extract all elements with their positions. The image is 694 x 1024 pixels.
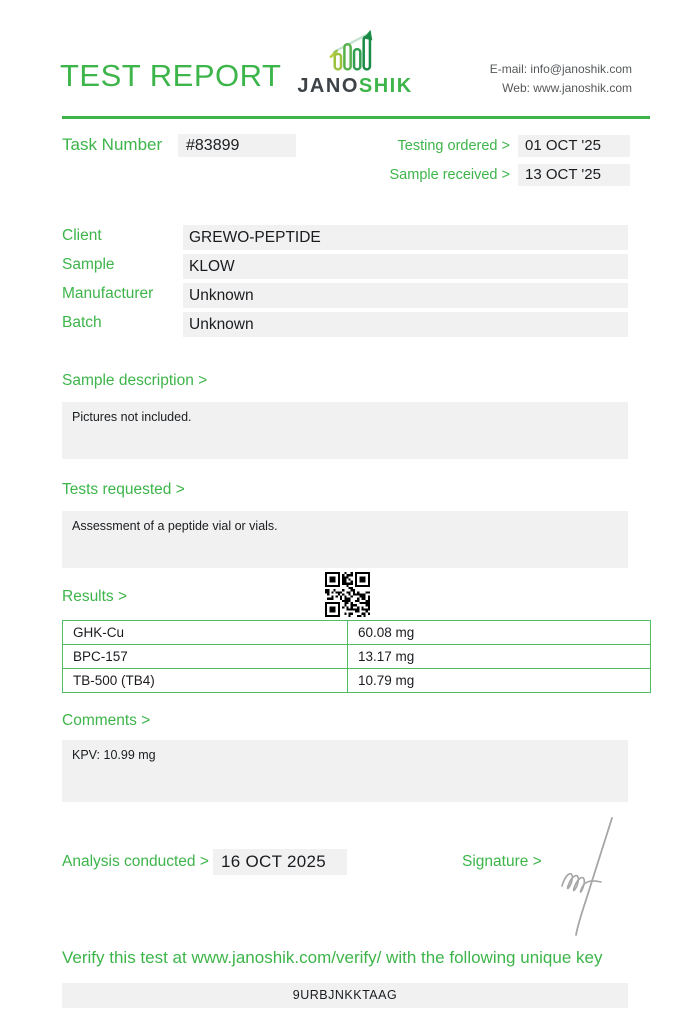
unique-key-value: 9URBJNKKTAAG <box>62 983 628 1008</box>
page-title: TEST REPORT <box>60 58 282 93</box>
testing-ordered-value: 01 OCT '25 <box>518 135 630 157</box>
signature-label: Signature > <box>462 853 542 870</box>
client-label: Client <box>62 227 102 244</box>
batch-value: Unknown <box>183 312 628 337</box>
analysis-conducted-label: Analysis conducted > <box>62 853 209 870</box>
manufacturer-label: Manufacturer <box>62 285 154 302</box>
table-row <box>63 645 651 669</box>
task-number-value: #83899 <box>178 134 296 157</box>
sample-received-label: Sample received > <box>389 167 510 183</box>
table-row <box>63 669 651 693</box>
comments-body: KPV: 10.99 mg <box>62 740 628 802</box>
task-number-label: Task Number <box>62 135 163 154</box>
tests-requested-heading: Tests requested > <box>62 481 185 498</box>
sample-label: Sample <box>62 256 115 273</box>
batch-label: Batch <box>62 314 102 331</box>
sample-description-heading: Sample description > <box>62 372 208 389</box>
client-value: GREWO-PEPTIDE <box>183 225 628 250</box>
analyte-amount: 60.08 mg <box>348 621 651 645</box>
sample-description-body: Pictures not included. <box>62 402 628 459</box>
analysis-date-value: 16 OCT 2025 <box>213 849 347 875</box>
logo-wordmark <box>296 75 414 98</box>
analyte-amount: 10.79 mg <box>348 669 651 693</box>
contact-block <box>490 60 632 97</box>
web-line: Web: www.janoshik.com <box>502 80 632 95</box>
tests-requested-body: Assessment of a peptide vial or vials. <box>62 511 628 568</box>
analyte-name: GHK-Cu <box>63 621 348 645</box>
results-heading: Results > <box>62 588 128 605</box>
sample-value: KLOW <box>183 254 628 279</box>
testing-ordered-label: Testing ordered > <box>397 138 510 154</box>
sample-received-value: 13 OCT '25 <box>518 164 630 186</box>
header-divider <box>62 116 650 119</box>
analyte-name: TB-500 (TB4) <box>63 669 348 693</box>
handwritten-signature <box>548 816 630 938</box>
verify-instruction: Verify this test at www.janoshik.com/verify/ with the following unique key <box>62 948 603 967</box>
analyte-name: BPC-157 <box>63 645 348 669</box>
janoshik-logo <box>296 28 414 98</box>
email-line: E-mail: info@janoshik.com <box>489 62 632 76</box>
qr-code <box>325 572 370 617</box>
results-table <box>62 620 651 693</box>
analyte-amount: 13.17 mg <box>348 645 651 669</box>
logo-shik: SHIK <box>358 75 413 97</box>
bar-chart-growth-icon <box>328 28 382 74</box>
manufacturer-value: Unknown <box>183 283 628 308</box>
comments-heading: Comments > <box>62 712 151 729</box>
table-row <box>63 621 651 645</box>
logo-jano: JANO <box>297 75 359 97</box>
